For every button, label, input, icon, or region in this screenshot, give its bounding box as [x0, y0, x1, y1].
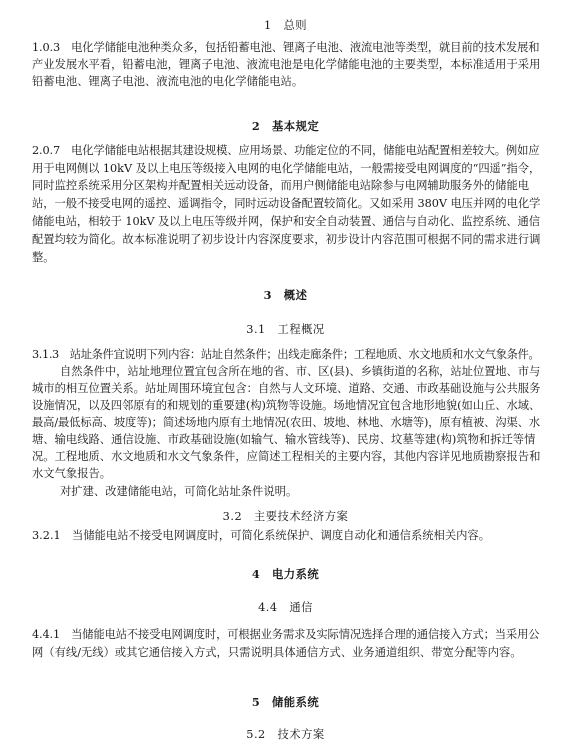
section-5-heading: 5 储能系统 [251, 695, 320, 709]
paragraph-line: 配置均较为简化。故本标准说明了初步设计内容深度要求，初步设计内容范围可根据不同的需求进行调 [32, 233, 541, 246]
section-4-heading: 4 电力系统 [251, 567, 320, 581]
paragraph-line: 铅蓄电池、锂离子电池、液流电池的电化学储能电站。 [32, 75, 304, 88]
paragraph-line: 4.4.1 当储能电站不接受电网调度时，可根据业务需求及实际情况选择合理的通信接入方式；当采用公 [32, 628, 540, 641]
paragraph-line: 1.0.3 电化学储能电池种类众多，包括铅蓄电池、锂离子电池、液流电池等类型，就目前的技术发展和 [32, 41, 540, 54]
section-2-heading: 2 基本规定 [251, 119, 320, 133]
paragraph-line: 3.1.3 站址条件宜说明下列内容：站址自然条件；出线走廊条件；工程地质、水文地质和水文气象条件。 [32, 348, 540, 361]
paragraph-line: 同时监控系统采用分区架构并配置相关远动设备，而用户侧储能电站除参与电网辅助服务外的储能电 [32, 179, 530, 192]
paragraph-line: 对扩建、改建储能电站，可简化站址条件说明。 [60, 485, 298, 498]
section-3-heading: 3 概述 [263, 288, 308, 302]
paragraph-line: 况。工程地质、水文地质和水文气象条件，应简述工程相关的主要内容，其他内容详见地质勘察报告和 [32, 450, 541, 463]
section-4-4-heading: 4.4 通信 [258, 601, 313, 614]
section-3-2-heading: 3.2 主要技术经济方案 [222, 510, 349, 523]
paragraph-line: 2.0.7 电化学储能电站根据其建设规模、应用场景、功能定位的不同，储能电站配置相差较大。例如应 [32, 144, 540, 157]
paragraph-line: 储能电站，相较于 10kV 及以上电压等级并网，保护和安全自动装置、通信与自动化、监控系统、通信 [32, 215, 540, 228]
paragraph-line: 水文气象报告。 [32, 467, 112, 480]
section-1-heading: 1 总则 [263, 19, 308, 32]
paragraph-line: 塘、输电线路、通信设施、市政基础设施(如输气、输水管线等)、民房、坟墓等建(构)筑物和拆迁等情 [32, 433, 536, 446]
paragraph-line: 产业发展水平看，铅蓄电池，锂离子电池、液流电池是电化学储能电池的主要类型，本标准适用于采用 [32, 58, 541, 71]
paragraph-line: 城市的相互位置关系。站址周围环境宜包含：自然与人文环境、道路、交通、市政基础设施与公共服务 [32, 382, 541, 395]
paragraph-line: 网（有线/无线）或其它通信接入方式，只需说明具体通信方式、业务通道组织、带宽分配等内容。 [32, 646, 522, 659]
paragraph-line: 设施情况，以及四邻原有的和规划的重要建(构)筑物等设施。场地情况宜包含地形地貌(如山丘、水域、 [32, 399, 541, 412]
paragraph-line: 站，一般不接受电网的遥控、遥调指令，同时远动设备配置较简化。又如采用 380V 电压并网的电化学 [32, 197, 541, 210]
paragraph-line: 3.2.1 当储能电站不接受电网调度时，可简化系统保护、调度自动化和通信系统相关内容。 [32, 529, 491, 542]
section-5-2-heading: 5.2 技术方案 [246, 728, 325, 741]
paragraph-line: 用于电网侧以 10kV 及以上电压等级接入电网的电化学储能电站，一般需接受电网调度的“四遥”指令， [32, 162, 541, 175]
paragraph-line: 整。 [32, 251, 55, 264]
paragraph-line: 最高/最低标高、坡度等)；简述场地内原有土地情况(农田、坡地、林地、水塘等)，原有植被、沟渠、水 [32, 416, 540, 429]
paragraph-line: 自然条件中，站址地理位置宜包含所在地的省、市、区(县)、乡镇街道的名称，站址位置地、市与 [60, 365, 541, 378]
section-3-1-heading: 3.1 工程概况 [246, 323, 325, 336]
